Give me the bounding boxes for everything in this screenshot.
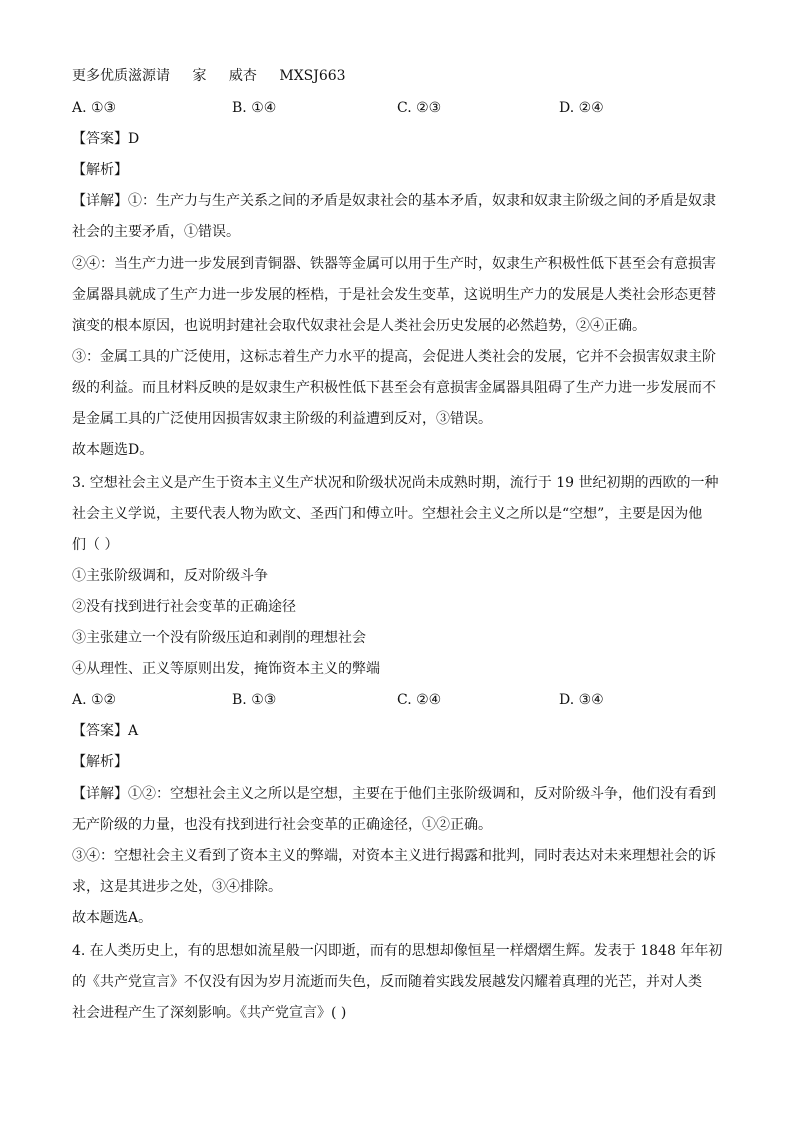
promo-text-2: 家: [192, 68, 207, 84]
q3-option-d: D. ③④: [559, 692, 604, 708]
q3-detail-line: ③④：空想社会主义看到了资本主义的弊端，对资本主义进行揭露和批判，同时表达对未来理想社会的诉: [72, 848, 716, 864]
q3-statement: ④从理性、正义等原则出发，掩饰资本主义的弊端: [72, 661, 380, 677]
promo-line: [72, 66, 722, 86]
q2-answer: 【答案】D: [72, 131, 140, 147]
promo-text-4: MXSJ663: [279, 68, 346, 84]
q2-detail-line: 【详解】①：生产力与生产关系之间的矛盾是奴隶社会的基本矛盾，奴隶和奴隶主阶级之间的矛盾是奴隶: [72, 193, 716, 209]
q2-detail-line: 金属器具就成了生产力进一步发展的桎梏，于是社会发生变革，这说明生产力的发展是人类社会形态更替: [72, 287, 716, 303]
q3-option-b: B. ①③: [232, 692, 277, 708]
q2-detail-line: ②④：当生产力进一步发展到青铜器、铁器等金属可以用于生产时，奴隶生产积极性低下甚至会有意损害: [72, 256, 716, 272]
q3-detail-line: 无产阶级的力量，也没有找到进行社会变革的正确途径，①②正确。: [72, 817, 492, 833]
q4-stem-line: 的《共产党宣言》不仅没有因为岁月流逝而失色，反而随着实践发展越发闪耀着真理的光芒，并对人类: [72, 974, 702, 990]
q2-option-d: D. ②④: [559, 100, 604, 116]
promo-text-1: 更多优质滋源请: [72, 68, 170, 84]
q2-detail-line: 演变的根本原因，也说明封建社会取代奴隶社会是人类社会历史发展的必然趋势，②④正确。: [72, 318, 646, 334]
q2-option-b: B. ①④: [232, 100, 277, 116]
q3-stem-line: 们（ ）: [72, 537, 119, 553]
q3-stem-line: 3. 空想社会主义是产生于资本主义生产状况和阶级状况尚未成熟时期，流行于 19 世纪初期的西欧的一种: [72, 475, 719, 491]
q2-conclusion: 故本题选D。: [72, 442, 154, 458]
q3-statement: ②没有找到进行社会变革的正确途径: [72, 599, 296, 615]
q2-detail-line: ③：金属工具的广泛使用，这标志着生产力水平的提高，会促进人类社会的发展，它并不会损害奴隶主阶: [72, 349, 716, 365]
q3-statement: ①主张阶级调和，反对阶级斗争: [72, 568, 268, 584]
q4-stem-line: 社会进程产生了深刻影响。《共产党宣言》( ): [72, 1005, 347, 1021]
q3-analysis-label: 【解析】: [72, 754, 128, 770]
q2-options: [72, 98, 722, 118]
q2-detail-line: 级的利益。而且材料反映的是奴隶生产积极性低下甚至会有意损害金属器具阻碍了生产力进一步发展而不: [72, 380, 716, 396]
q3-conclusion: 故本题选A。: [72, 910, 153, 926]
q3-stem-line: 社会主义学说，主要代表人物为欧文、圣西门和傅立叶。空想社会主义之所以是“空想”，主要是因为他: [72, 506, 703, 522]
q2-detail-line: 是金属工具的广泛使用因损害奴隶主阶级的利益遭到反对，③错误。: [72, 411, 492, 427]
q4-stem-line: 4. 在人类历史上，有的思想如流星般一闪即逝，而有的思想却像恒星一样熠熠生辉。发表于 1848 年年初: [72, 943, 723, 959]
q2-option-a: A. ①③: [72, 100, 117, 116]
q3-detail-line: 求，这是其进步之处，③④排除。: [72, 879, 282, 895]
q3-option-c: C. ②④: [397, 692, 442, 708]
q3-answer: 【答案】A: [72, 723, 139, 739]
q2-detail-line: 社会的主要矛盾，①错误。: [72, 224, 240, 240]
q3-options: [72, 690, 722, 710]
promo-text-3: 威杏: [228, 68, 257, 84]
q2-option-c: C. ②③: [397, 100, 442, 116]
q3-detail-line: 【详解】①②：空想社会主义之所以是空想，主要在于他们主张阶级调和，反对阶级斗争，他们没有看到: [72, 786, 716, 802]
q2-analysis-label: 【解析】: [72, 162, 128, 178]
q3-option-a: A. ①②: [72, 692, 117, 708]
q3-statement: ③主张建立一个没有阶级压迫和剥削的理想社会: [72, 630, 366, 646]
